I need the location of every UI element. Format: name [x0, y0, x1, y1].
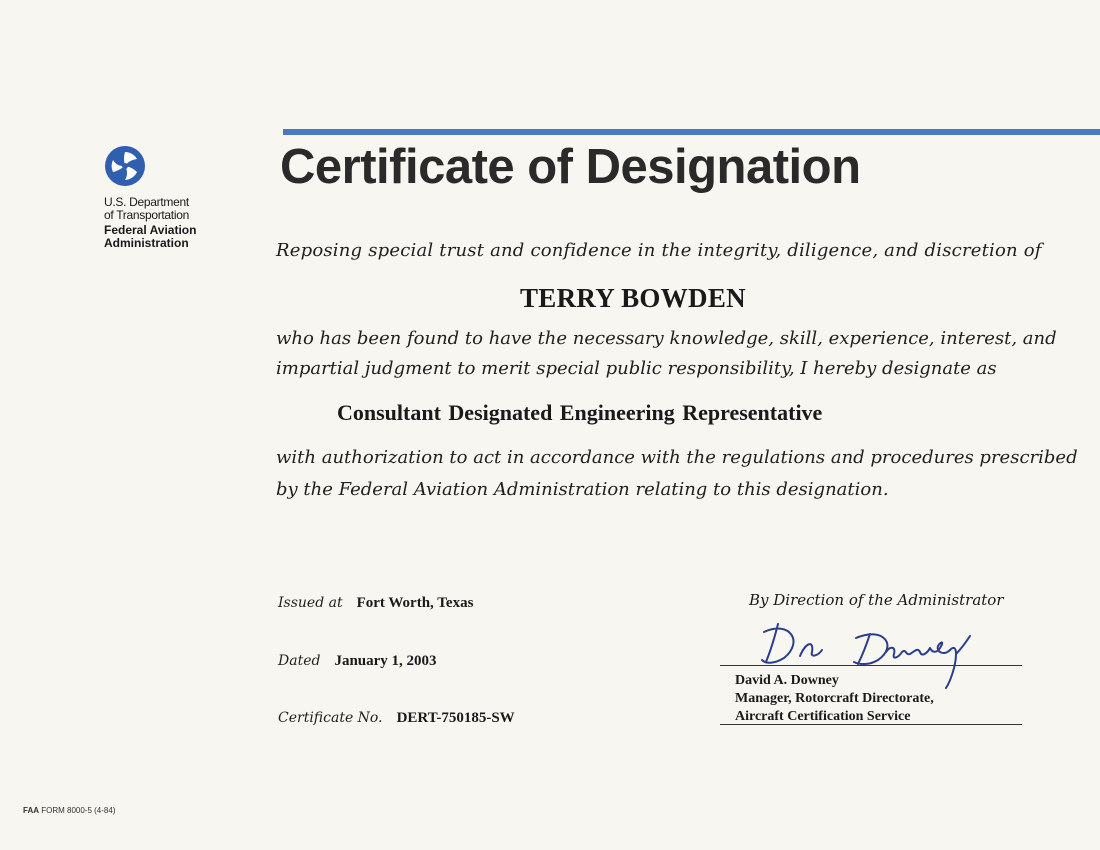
intro-text: Reposing special trust and confidence in the integrity, diligence, and discretion of [276, 240, 1042, 261]
by-direction-text: By Direction of the Administrator [749, 591, 1004, 609]
title-accent-rule [283, 129, 1100, 135]
designation-title: Consultant Designated Engineering Representative [337, 400, 823, 425]
recipient-name: TERRY BOWDEN [520, 283, 746, 313]
certificate-number-value: DERT-750185-SW [396, 710, 515, 726]
dated-row [278, 652, 437, 670]
issued-at-row [278, 594, 473, 612]
form-number-text: FORM 8000-5 (4-84) [41, 806, 116, 815]
signer-title: Manager, Rotorcraft Directorate, [735, 691, 934, 706]
signer-title: Aircraft Certification Service [735, 709, 911, 724]
certificate-number-label: Certificate No. [278, 710, 383, 726]
issued-at-label: Issued at [278, 595, 343, 611]
form-agency-label: FAA [23, 806, 39, 815]
agency-faa-line: Administration [104, 236, 189, 250]
agency-faa-line: Federal Aviation [104, 223, 197, 237]
agency-department-line: U.S. Department [104, 195, 189, 209]
signer-name: David A. Downey [735, 673, 839, 688]
dot-tri-swirl-logo-icon [104, 145, 146, 187]
signature-block-underline [720, 724, 1022, 725]
authorization-text: by the Federal Aviation Administration relating to this designation. [276, 479, 889, 500]
dated-value: January 1, 2003 [334, 653, 437, 669]
signature-line [720, 665, 1022, 666]
form-number [23, 806, 115, 815]
certificate-number-row [278, 709, 515, 727]
agency-department-line: of Transportation [104, 208, 189, 222]
certificate-title: Certificate of Designation [280, 140, 861, 194]
agency-logo-block [104, 145, 264, 250]
qualification-text: impartial judgment to merit special public responsibility, I hereby designate as [276, 358, 997, 379]
authorization-text: with authorization to act in accordance with the regulations and procedures prescribed [276, 447, 1078, 468]
qualification-text: who has been found to have the necessary knowledge, skill, experience, interest, and [276, 328, 1057, 349]
issued-at-value: Fort Worth, Texas [356, 595, 474, 611]
dated-label: Dated [278, 653, 321, 669]
